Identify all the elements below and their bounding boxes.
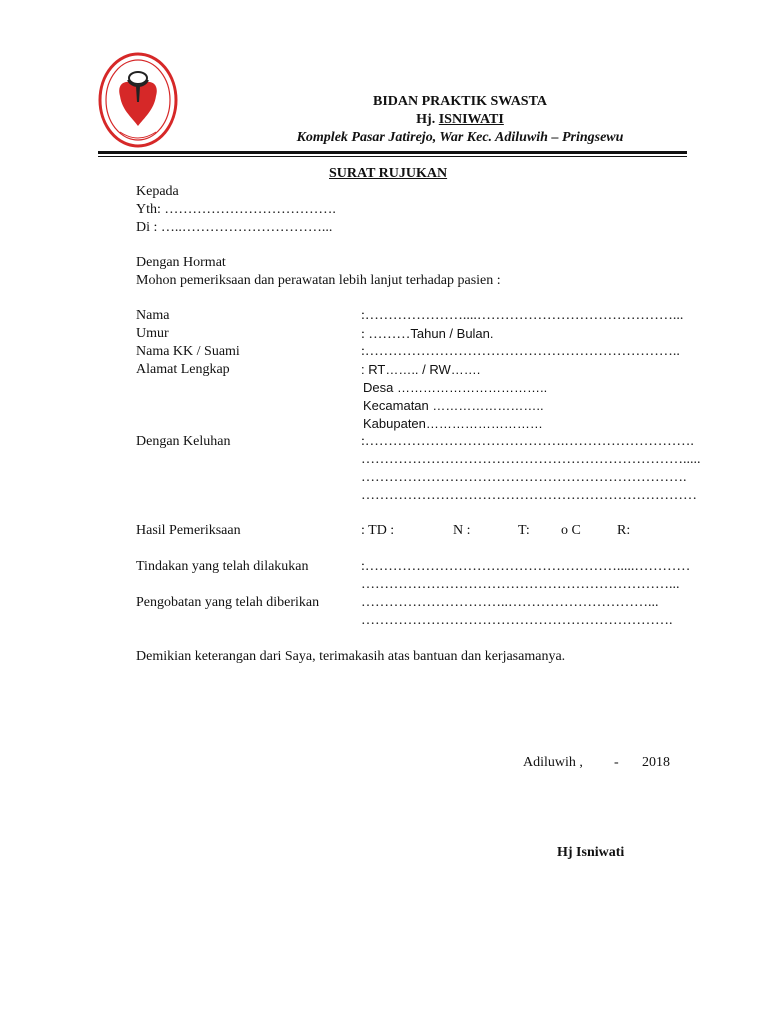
umur-dots: : ……… <box>361 327 411 342</box>
exam-td: : TD : <box>361 523 395 538</box>
pengobatan-line: …………………………..…………………………... <box>361 595 659 610</box>
header-rule-thick <box>98 151 687 154</box>
keluhan-line: ……………………………………………………………. <box>361 470 687 485</box>
intro-text: Mohon pemeriksaan dan perawatan lebih lanjut terhadap pasien : <box>136 273 501 288</box>
alamat-value: : RT…….. / RW……. <box>361 362 481 377</box>
nama-value: :…………………....……………………………………... <box>361 308 684 323</box>
clinic-address: Komplek Pasar Jatirejo, War Kec. Adiluwih – Pringsewu <box>296 130 624 145</box>
umur-unit: Tahun / Bulan. <box>410 326 494 341</box>
ibi-logo <box>98 52 178 148</box>
recipient-to: Kepada <box>136 184 179 199</box>
keluhan-line: :…………………………………….………………………. <box>361 434 694 449</box>
nama-label: Nama <box>136 308 170 323</box>
exam-label: Hasil Pemeriksaan <box>136 523 241 538</box>
closing-text: Demikian keterangan dari Saya, terimakasih atas bantuan dan kerjasamanya. <box>136 649 566 664</box>
tindakan-line: …………………………………………………………... <box>361 577 680 592</box>
kecamatan-field: Kecamatan …………………….. <box>363 398 544 413</box>
exam-t: T: <box>518 523 530 538</box>
keluhan-label: Dengan Keluhan <box>136 434 231 449</box>
greeting: Dengan Hormat <box>136 255 226 270</box>
alamat-label: Alamat Lengkap <box>136 362 230 377</box>
keluhan-line: ……………………………………………………………..... <box>361 452 701 467</box>
exam-n: N : <box>453 523 471 538</box>
kk-label: Nama KK / Suami <box>136 344 240 359</box>
umur-label: Umur <box>136 326 169 341</box>
owner-line <box>180 111 740 129</box>
document-title: SURAT RUJUKAN <box>329 166 448 181</box>
recipient-di: Di : …..…………………………... <box>136 220 333 235</box>
umur-value <box>361 325 494 344</box>
header-rule-thin <box>98 156 687 157</box>
exam-oc: o C <box>561 523 581 538</box>
owner-prefix: Hj. <box>416 112 439 127</box>
desa-field: Desa …………………………….. <box>363 380 548 395</box>
signature-name: Hj Isniwati <box>557 845 625 860</box>
tindakan-line: :……………………………………………….....………… <box>361 559 691 574</box>
kk-value: :………………………………………………………….. <box>361 344 680 359</box>
pengobatan-label: Pengobatan yang telah diberikan <box>136 595 320 610</box>
signature-place: Adiluwih , <box>523 755 583 770</box>
tindakan-label: Tindakan yang telah dilakukan <box>136 559 309 574</box>
owner-name: ISNIWATI <box>438 112 504 127</box>
signature-year: 2018 <box>642 755 670 770</box>
recipient-yth: Yth: ………………………………. <box>136 202 336 217</box>
kabupaten-field: Kabupaten……………………… <box>363 416 543 431</box>
signature-dash: - <box>614 755 619 770</box>
exam-r: R: <box>617 523 631 538</box>
pengobatan-line: …………………………………………………………. <box>361 613 673 628</box>
org-name: BIDAN PRAKTIK SWASTA <box>373 94 547 109</box>
keluhan-line: ……………………………………………………………… <box>361 488 697 503</box>
